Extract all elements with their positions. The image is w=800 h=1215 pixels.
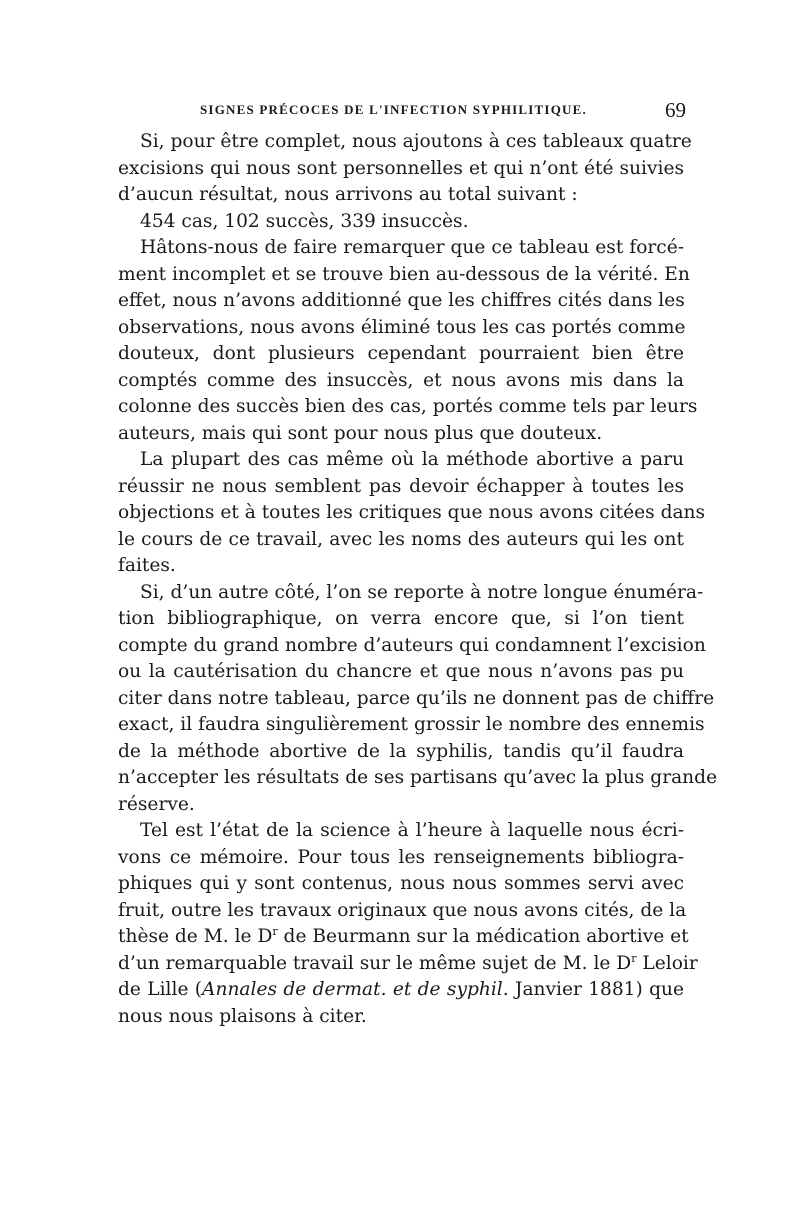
text-line: faites. (118, 555, 176, 576)
text-line: fruit, outre les travaux originaux que nous avons cités, de la (118, 899, 687, 921)
text-line: comptés comme des insuccès, et nous avons mis dans la (118, 369, 684, 391)
text-line: excisions qui nous sont personnelles et qui n’ont été suivies (118, 157, 684, 179)
text-line: tion bibliographique, on verra encore que, si l’on tient (118, 608, 684, 629)
text-line: le cours de ce travail, avec les noms des auteurs qui les ont (118, 528, 684, 550)
paragraph-2 (118, 209, 684, 236)
text-line: vons ce mémoire. Pour tous les renseignements bibliogra- (118, 846, 684, 868)
text-line: effet, nous n’avons additionné que les chiffres cités dans les (118, 290, 685, 311)
text-line: La plupart des cas même où la méthode abortive a paru (140, 449, 684, 470)
text-line: compte du grand nombre d’auteurs qui condamnent l’excision (118, 634, 706, 656)
paragraph-5 (118, 580, 718, 819)
text-line: de Lille (Annales de dermat. et de syphil. Janvier 1881) que (118, 979, 684, 1000)
text-line: réussir ne nous semblent pas devoir échapper à toutes les (118, 475, 684, 497)
paragraph-1 (118, 129, 692, 209)
paragraph-6 (118, 818, 687, 924)
text-line: 454 cas, 102 succès, 339 insuccès. (140, 210, 469, 232)
text-line: thèse de M. le $D^r$ de Beurmann sur la médication abortive et (118, 925, 689, 947)
text-line: phiques qui y sont contenus, nous nous sommes servi avec (118, 873, 684, 894)
text-line: objections et à toutes les critiques que nous avons citées dans (118, 502, 706, 523)
text-line: d’aucun résultat, nous arrivons au total suivant : (118, 184, 578, 205)
text-line: colonne des succès bien des cas, portés comme tels par leurs (118, 396, 698, 417)
paragraph-3 (118, 235, 698, 447)
running-title: SIGNES PRÉCOCES DE L'INFECTION SYPHILITIQUE. (200, 102, 587, 117)
journal-citation: Annales de dermat. et de syphil. (202, 979, 509, 1000)
text-line: n’accepter les résultats de ses partisans qu’avec la plus grande (118, 767, 718, 788)
text-line: ou la cautérisation du chancre et que nous n’avons pas pu (118, 661, 684, 682)
text-line: exact, il faudra singulièrement grossir le nombre des ennemis (118, 714, 705, 735)
paragraph-6-continued (118, 924, 698, 1030)
page-header (120, 98, 686, 124)
text-line: Si, pour être complet, nous ajoutons à ces tableaux quatre (140, 131, 692, 152)
text-line: citer dans notre tableau, parce qu’ils ne donnent pas de chiffre (118, 687, 715, 709)
text-line: réserve. (118, 793, 195, 815)
text-line: Tel est l’état de la science à l’heure à laquelle nous écri- (140, 820, 684, 841)
page-number: 69 (665, 98, 686, 122)
text-line: d’un remarquable travail sur le même sujet de M. le $D^r$ Leloir (118, 951, 698, 974)
text-line: Hâtons-nous de faire remarquer que ce tableau est forcé- (140, 237, 684, 258)
text-line: nous nous plaisons à citer. (118, 1005, 367, 1027)
text-line: observations, nous avons éliminé tous les cas portés comme (118, 316, 686, 338)
text-line: auteurs, mais qui sont pour nous plus que douteux. (118, 422, 603, 444)
body-text (118, 129, 718, 1030)
paragraph-4 (118, 447, 706, 580)
text-line: douteux, dont plusieurs cependant pourraient bien être (118, 343, 684, 364)
text-line: ment incomplet et se trouve bien au-dessous de la vérité. En (118, 263, 690, 285)
text-line: Si, d’un autre côté, l’on se reporte à notre longue énuméra- (140, 581, 704, 603)
text-line: de la méthode abortive de la syphilis, tandis qu’il faudra (118, 740, 684, 762)
